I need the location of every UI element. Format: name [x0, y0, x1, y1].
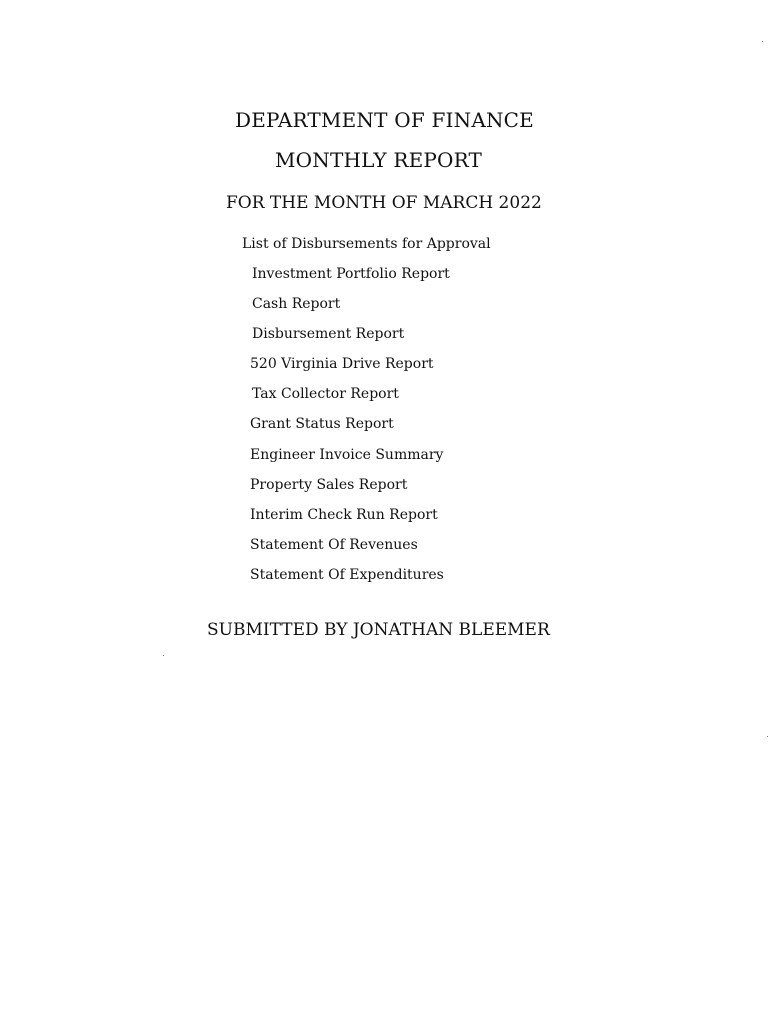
list-item: Statement Of Expenditures	[250, 567, 444, 583]
scan-speck	[762, 41, 763, 42]
report-title: MONTHLY REPORT	[275, 148, 483, 172]
submitted-by: SUBMITTED BY JONATHAN BLEEMER	[207, 620, 550, 640]
list-item: Disbursement Report	[252, 326, 405, 342]
list-item: 520 Virginia Drive Report	[250, 356, 434, 372]
scan-speck	[163, 655, 164, 656]
list-item: Property Sales Report	[250, 477, 408, 493]
department-heading: DEPARTMENT OF FINANCE	[235, 108, 534, 132]
list-item: Interim Check Run Report	[250, 507, 438, 523]
list-item: Investment Portfolio Report	[252, 266, 450, 282]
list-item: List of Disbursements for Approval	[242, 236, 491, 252]
list-item: Grant Status Report	[250, 416, 394, 432]
scan-speck	[767, 736, 768, 737]
list-item: Engineer Invoice Summary	[250, 447, 444, 463]
list-item: Tax Collector Report	[252, 386, 399, 402]
report-period: FOR THE MONTH OF MARCH 2022	[226, 193, 542, 213]
list-item: Cash Report	[252, 296, 341, 312]
list-item: Statement Of Revenues	[250, 537, 418, 553]
